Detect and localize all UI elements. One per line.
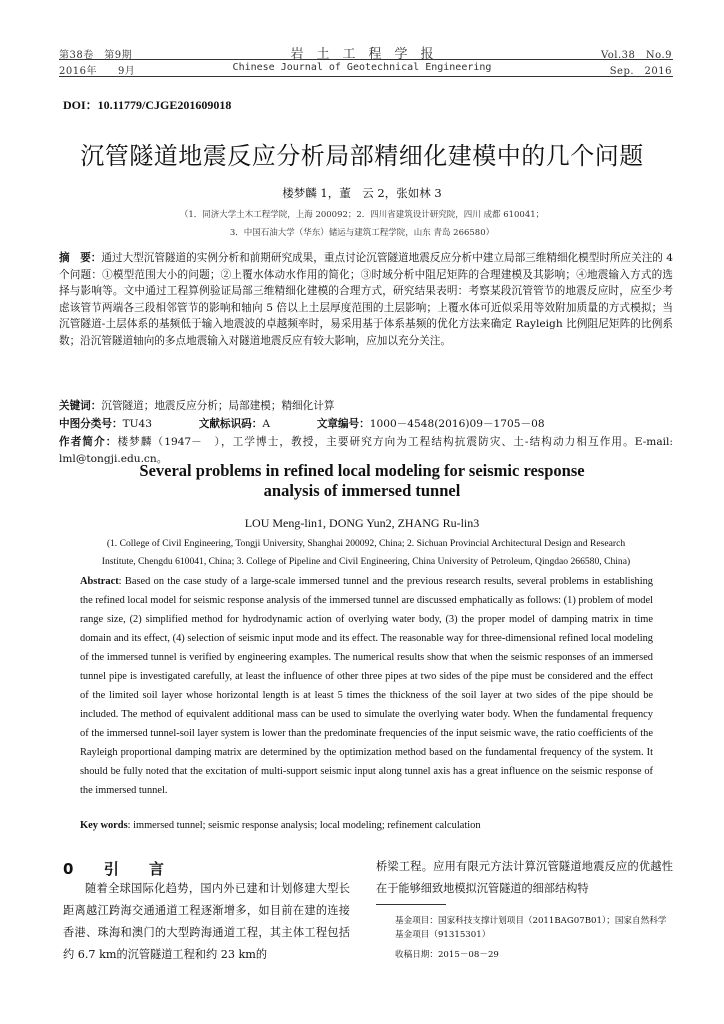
- doc-code-label: 文献标识码：: [198, 418, 263, 430]
- intro-paragraph: 随着全球国际化趋势，国内外已建和计划修建大型长距离越江跨海交通通道工程逐渐增多，如目前在建的连接香港、珠海和澳门的大型跨海通道工程，其主体工程包括约 6.7 km的沉管隧道工程和约 23 km的: [63, 882, 350, 961]
- article-number-value: 1000－4548(2016)09－1705－08: [369, 418, 545, 430]
- intro-left-column: [63, 878, 350, 966]
- abstract-cn-text: 通过大型沉管隧道的实例分析和前期研究成果，重点讨论沉管隧道地震反应分析中建立局部三维精细化模型时所应关注的 4 个问题：①模型范围大小的问题；②上覆水体动水作用的简化；③时域分析中阻尼矩阵的合理建模及其影响；④地震输入方式的选择与影响等。文中通过工程算例验证局部三维精细化建模的合理方式，研究结果表明：考察某段沉管管节的地震反应时，应至少考虑该管节两端各三段相邻管节的影响和轴向 5 倍以上土层厚度范围的土层影响；上覆水体可近似采用等效附加质量的方式模拟；当沉管隧道-土层体系的基频低于输入地震波的卓越频率时，易采用基于体系基频的优化方法来确定 Rayleigh 比例阻尼矩阵的比例系数；沿沉管隧道轴向的多点地震输入对隧道地震反应有较大影响，应加以充分关注。: [59, 252, 674, 347]
- header-journal-en: Chinese Journal of Geotechnical Engineering: [232, 62, 492, 73]
- abstract-en: [80, 572, 653, 800]
- affiliation-en-1: (1. College of Civil Engineering, Tongji University, Shanghai 200092, China; 2. Sichuan Provincial Architectural Design and Research: [106, 538, 626, 549]
- keywords-cn-text: 沉管隧道；地震反应分析；局部建模；精细化计算: [101, 400, 335, 412]
- abstract-cn: [59, 250, 673, 349]
- header-volume-en: Vol.38 No.9: [600, 50, 672, 61]
- abstract-en-text: : Based on the case study of a large-scale immersed tunnel and the previous research results, several problems in establishing the refined local model for seismic response analysis of the immersed tunnel are discussed emphatically as follows: (1) problem of model range size, (2) simplified method for hydrodynamic action of overlying water body, (3) the proper model of damping matrix in time domain and its effect, (4) selection of seismic input mode and its effect. The reasonable way for three-dimensional refined local modeling of the immersed tunnel is verified by engineering examples. The numerical results show that when the seismic responses of an immersed tunnel pipe is investigated carefully, at least the influence of other three pipes at two sides of the pipe must be considered and the effect of the limited soil layer whose horizontal length is at least 5 times the thickness of the soil layer at two sides of the pipe should be included. The method of equivalent additional mass can be used to simulate the overlying water body. When the fundamental frequency of the immersed tunnel-soil layer system is lower than the predominate frequencies of the input seismic wave, the ratio coefficients of the Rayleigh proportional damping matrix are determined by the optimization method based on the fundamental frequency of the system. It should be fully noted that the excitation of multi-support seismic input along tunnel axis has a great influence on the seismic response of the immersed tunnel.: [80, 576, 653, 796]
- classification-info: [59, 416, 673, 433]
- affiliation-cn-1: （1．同济大学土木工程学院，上海 200092；2．四川省建筑设计研究院，四川 成都 610041；: [179, 210, 545, 220]
- doi[interactable]: DOI：10.11779/CJGE201609018: [63, 98, 232, 112]
- header-date-en: Sep. 2016: [609, 66, 672, 77]
- section-heading-introduction: [63, 858, 164, 879]
- clc-label: 中图分类号：: [59, 418, 123, 430]
- footnote-received: 收稿日期：2015－08－29: [395, 950, 499, 960]
- header-date-cn: 2016年 9月: [59, 66, 136, 77]
- affiliation-cn-2: 3．中国石油大学（华东）储运与建筑工程学院，山东 青岛 266580）: [229, 228, 495, 238]
- footnote-rule: [376, 904, 446, 905]
- keywords-cn-label: 关键词：: [59, 400, 102, 412]
- intro-continuation: 桥梁工程。应用有限元方法计算沉管隧道地震反应的优越性在于能够细致地模拟沉管隧道的细部结构特: [376, 860, 673, 895]
- keywords-en-text: : immersed tunnel; seismic response analysis; local modeling; refinement calculation: [127, 820, 481, 831]
- affiliation-en-2: Institute, Chengdu 610041, China; 3. College of Pipeline and Civil Engineering, China University of Petroleum, Qingdao 266580, China): [101, 556, 631, 567]
- abstract-en-label: Abstract: [80, 576, 119, 587]
- keywords-en: [80, 820, 481, 831]
- clc-value: TU43: [122, 418, 153, 430]
- title-en: [0, 461, 724, 501]
- footnote-fund: 基金项目：国家科技支撑计划项目（2011BAG07B01）；国家自然科学基金项目（91315301）: [395, 916, 667, 940]
- section-title: 引 言: [103, 860, 164, 878]
- article-number-label: 文章编号：: [316, 418, 370, 430]
- author-bio-label: 作者简介：: [59, 436, 118, 448]
- abstract-cn-label: 摘 要：: [59, 252, 102, 264]
- title-en-line-1: Several problems in refined local modeling for seismic response: [139, 461, 585, 480]
- header-rule-top: [59, 59, 673, 60]
- title-en-line-2: analysis of immersed tunnel: [263, 481, 461, 500]
- keywords-cn: [59, 398, 673, 415]
- section-number: 0: [63, 860, 74, 878]
- intro-right-column: [376, 856, 673, 900]
- title-cn: 沉管隧道地震反应分析局部精细化建模中的几个问题: [80, 142, 644, 170]
- author-bio-text: 楼梦麟（1947－ ），工学博士，教授，主要研究方向为工程结构抗震防灾、土-结构动力相互作用。E-mail: lml@tongji.edu.cn。: [59, 436, 674, 465]
- authors-cn: 楼梦麟 1，董 云 2，张如林 3: [282, 186, 442, 200]
- header-rule-bottom: [59, 76, 673, 77]
- doc-code-value: A: [262, 418, 271, 430]
- header-volume-cn: 第38卷 第9期: [59, 50, 133, 61]
- keywords-en-label: Key words: [80, 820, 128, 831]
- header-journal-cn: 岩 土 工 程 学 报: [290, 47, 434, 62]
- authors-en: LOU Meng-lin1, DONG Yun2, ZHANG Ru-lin3: [244, 516, 480, 530]
